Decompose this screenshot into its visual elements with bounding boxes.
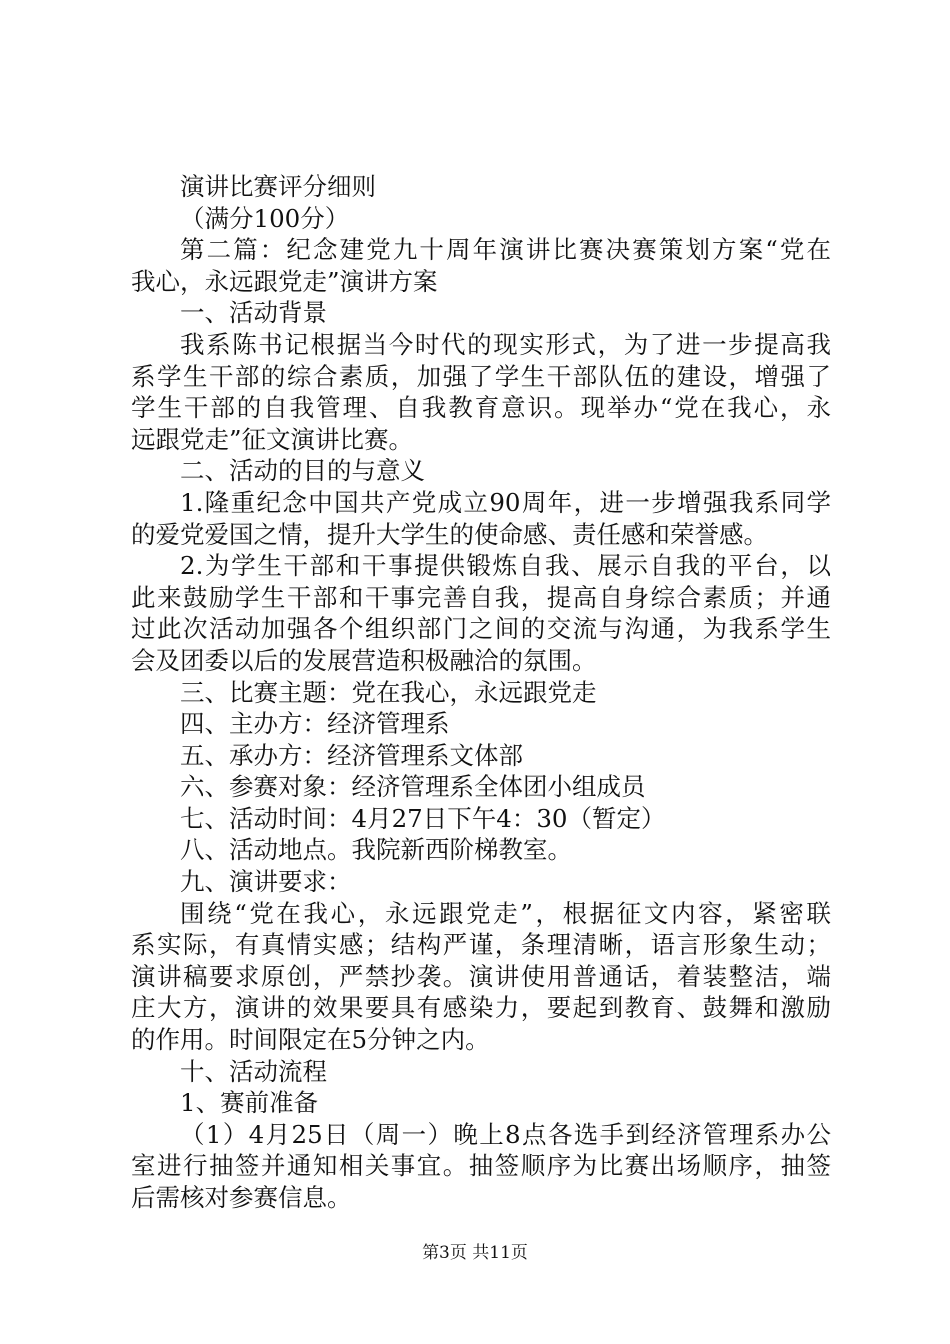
text-line-content: 我心，永远跟党走”演讲方案 [131,266,438,296]
text-line-content: 九、演讲要求： [180,867,352,897]
text-line-content: 八、活动地点。我院新西阶梯教室。 [180,835,572,865]
text-line [131,392,831,424]
text-line [131,1087,831,1119]
text-line-content: 系实际，有真情实感；结构严谨，条理清晰，语言形象生动； [131,930,831,960]
text-line-content: 四、主办方：经济管理系 [180,709,450,739]
text-line [131,424,831,456]
text-line [131,803,831,835]
text-line [131,1024,831,1056]
text-line [131,1182,831,1214]
text-line-content: 系学生干部的综合素质，加强了学生干部队伍的建设，增强了 [131,361,831,391]
text-line [131,203,831,235]
text-line-content: 过此次活动加强各个组织部门之间的交流与沟通，为我系学生 [131,614,831,644]
text-line-content: 此来鼓励学生干部和干事完善自我，提高自身综合素质；并通 [131,582,831,612]
text-line-content: 的作用。时间限定在5分钟之内。 [131,1025,490,1055]
text-line [131,992,831,1024]
text-line [131,961,831,993]
text-line-content: 2.为学生干部和干事提供锻炼自我、展示自我的平台，以 [180,551,831,581]
text-line-content: 远跟党走”征文演讲比赛。 [131,424,414,454]
text-line [131,455,831,487]
document-body [131,171,831,1214]
text-line [131,929,831,961]
text-line-content: 演讲比赛评分细则 [180,172,376,201]
text-line-content: 十、活动流程 [180,1056,327,1086]
text-line-content: 三、比赛主题：党在我心，永远跟党走 [180,677,597,707]
text-line-content: 1.隆重纪念中国共产党成立90周年，进一步增强我系同学 [180,487,831,517]
text-line [131,1119,831,1151]
text-line-content: 六、参赛对象：经济管理系全体团小组成员 [180,772,646,802]
text-line [131,519,831,551]
text-line-content: （1）4月25日（周一）晚上8点各选手到经济管理系办公 [180,1119,831,1149]
text-line [131,898,831,930]
text-line [131,708,831,740]
text-line [131,266,831,298]
text-line-content: 第二篇：纪念建党九十周年演讲比赛决赛策划方案“党在 [180,235,831,265]
text-line [131,771,831,803]
text-line-content: 五、承办方：经济管理系文体部 [180,740,523,770]
text-line [131,834,831,866]
text-line [131,487,831,519]
text-line-content: 学生干部的自我管理、自我教育意识。现举办“党在我心，永 [131,393,831,423]
text-line [131,613,831,645]
text-line [131,297,831,329]
text-line [131,171,831,203]
text-line [131,329,831,361]
text-line [131,1150,831,1182]
text-line [131,677,831,709]
page-footer: 第3页 共11页 [422,1243,528,1263]
text-line-content: 围绕“党在我心，永远跟党走”，根据征文内容，紧密联 [180,898,831,928]
text-line-content: 七、活动时间：4月27日下午4：30（暂定） [180,803,666,833]
text-line [131,740,831,772]
text-line-content: 1、赛前准备 [180,1088,319,1118]
text-line [131,550,831,582]
text-line [131,645,831,677]
text-line-content: 一、活动背景 [180,298,327,328]
text-line-content: 庄大方，演讲的效果要具有感染力，要起到教育、鼓舞和激励 [131,993,831,1023]
text-line-content: （满分100分） [180,203,350,233]
text-line [131,361,831,393]
text-line [131,234,831,266]
text-line-content: 我系陈书记根据当今时代的现实形式，为了进一步提高我 [180,329,831,359]
text-line-content: 演讲稿要求原创，严禁抄袭。演讲使用普通话，着装整洁，端 [131,961,831,991]
text-line-content: 的爱党爱国之情，提升大学生的使命感、责任感和荣誉感。 [131,519,768,549]
text-line-content: 后需核对参赛信息。 [131,1183,352,1212]
text-line-content: 会及团委以后的发展营造积极融洽的氛围。 [131,645,597,675]
text-line-content: 二、活动的目的与意义 [180,456,425,486]
text-line-content: 室进行抽签并通知相关事宜。抽签顺序为比赛出场顺序，抽签 [131,1151,831,1181]
text-line [131,1056,831,1088]
text-line [131,866,831,898]
text-line [131,582,831,614]
